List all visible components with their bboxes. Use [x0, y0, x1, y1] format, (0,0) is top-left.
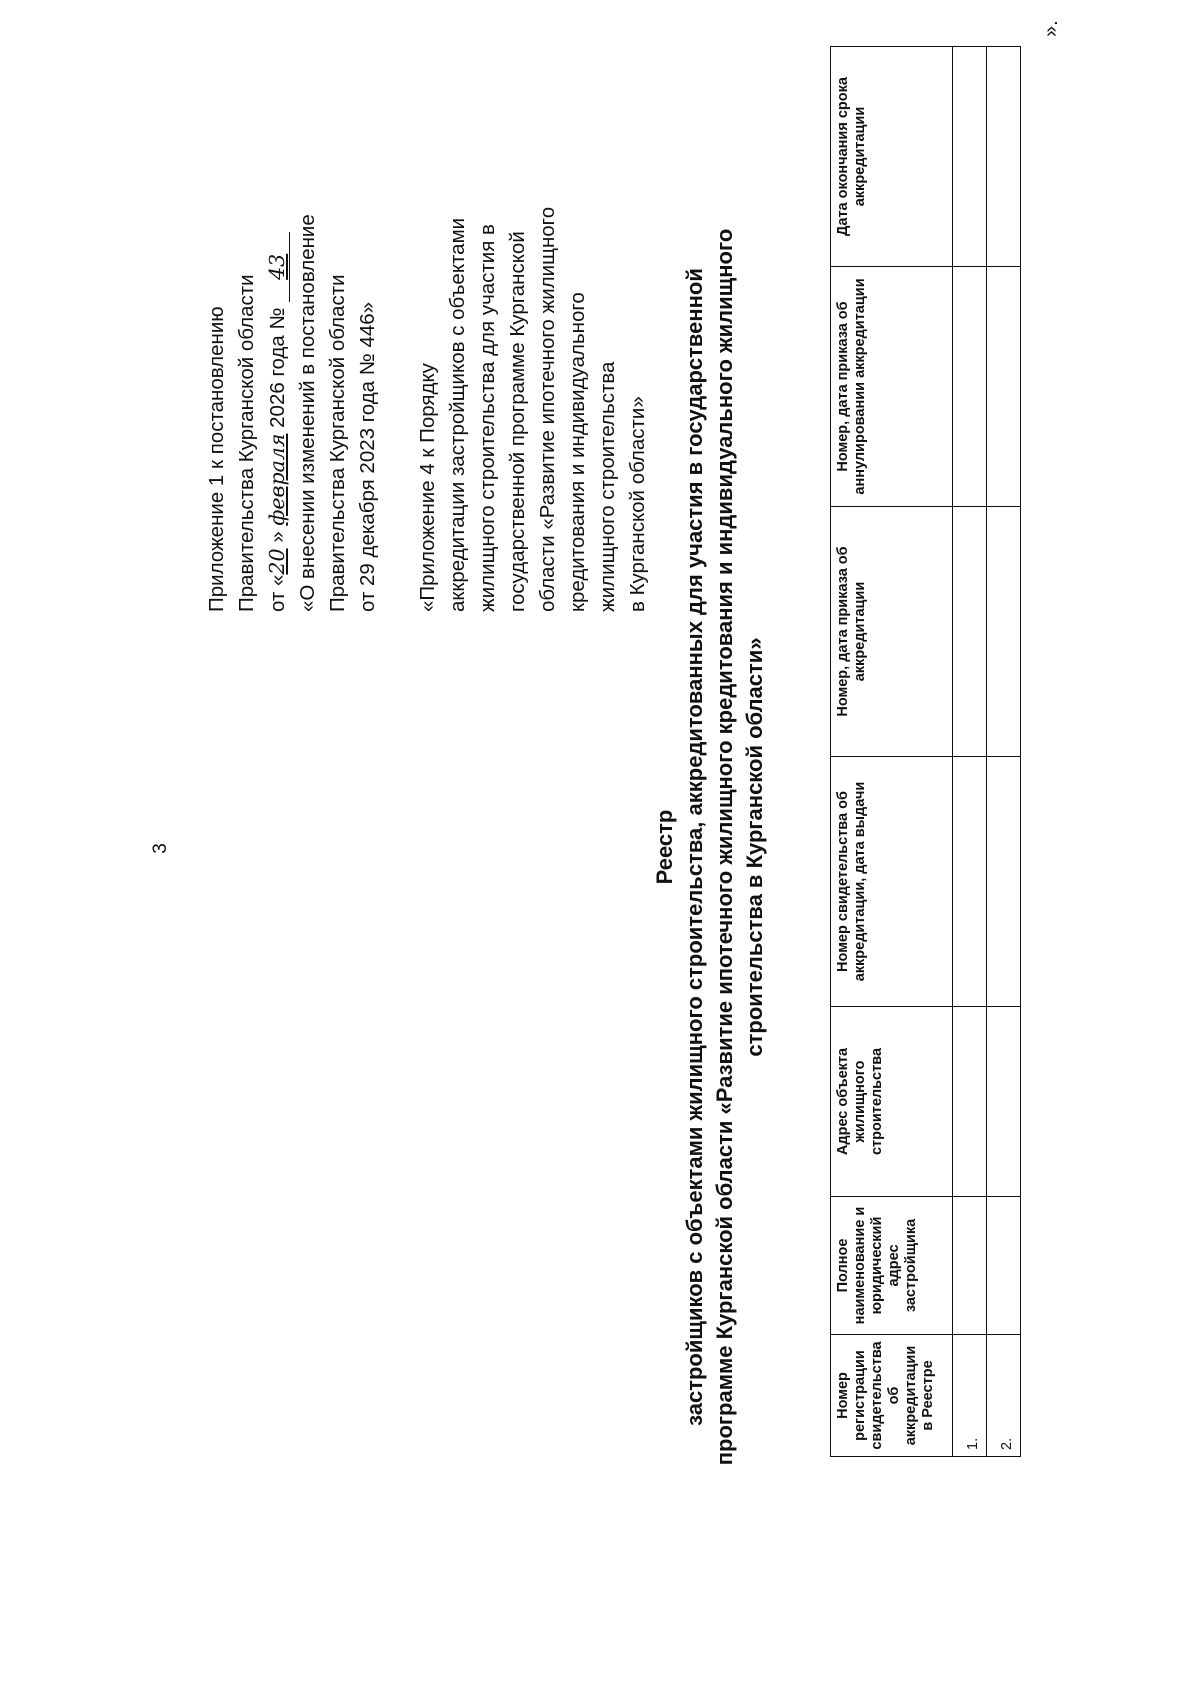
handwritten-day: 20	[265, 548, 289, 575]
title-line: строительства в Курганской области»	[742, 637, 767, 1057]
date-prefix: от «	[266, 574, 289, 612]
table-cell: 2.	[987, 1335, 1021, 1457]
table-cell	[953, 267, 987, 507]
table-cell	[987, 507, 1021, 757]
table-cell	[987, 1197, 1021, 1335]
appendix-line: от 29 декабря 2023 года № 446»	[356, 301, 379, 612]
table-cell	[987, 757, 1021, 1007]
table-cell	[953, 1197, 987, 1335]
table-cell	[953, 757, 987, 1007]
appendix-line: в Курганской области»	[626, 396, 649, 612]
appendix-line: «О внесении изменений в постановление	[296, 214, 319, 612]
table-row	[953, 47, 987, 1457]
title-line: застройщиков с объектами жилищного строительства, аккредитованных для участия в государственной	[682, 268, 707, 1426]
closing-quote-mark: ».	[1040, 20, 1062, 37]
handwritten-number: 43	[265, 232, 290, 302]
page-number: 3	[150, 843, 171, 854]
handwritten-month: февраля	[265, 433, 289, 526]
appendix-line: Правительства Курганской области	[326, 274, 349, 612]
appendix-line: аккредитации застройщиков с объектами	[446, 217, 469, 612]
spacer	[383, 32, 413, 612]
appendix-date-line	[262, 32, 293, 612]
table-cell: 1.	[953, 1335, 987, 1457]
title-line: программе Курганской области «Развитие ипотечного жилищного кредитования и индивидуального жилищного	[712, 228, 737, 1466]
date-year: 2026 года №	[266, 307, 289, 428]
appendix-line: области «Развитие ипотечного жилищного	[536, 206, 559, 612]
appendix-block	[202, 32, 653, 612]
header-cell: Номер свидетельства об аккредитации, дата выдачи	[831, 757, 953, 1007]
appendix-line: Приложение 1 к постановлению	[205, 306, 228, 612]
title-line: Реестр	[652, 809, 677, 885]
table-cell	[987, 1007, 1021, 1197]
date-sep: »	[266, 531, 289, 543]
header-cell: Номер, дата приказа об аккредитации	[831, 507, 953, 757]
header-cell: Номер, дата приказа об аннулировании аккредитации	[831, 267, 953, 507]
table-header-row	[831, 47, 953, 1457]
header-cell: Адрес объекта жилищного строительства	[831, 1007, 953, 1197]
table-cell	[953, 1007, 987, 1197]
appendix-line: жилищного строительства для участия в	[476, 224, 499, 612]
header-cell: Дата окончания срока аккредитации	[831, 47, 953, 267]
registry-title	[650, 117, 770, 1577]
table-row	[987, 47, 1021, 1457]
appendix-line: Правительства Курганской области	[235, 274, 258, 612]
table-cell	[987, 267, 1021, 507]
appendix-line: государственной программе Курганской	[506, 231, 529, 612]
appendix-line: жилищного строительства	[596, 361, 619, 612]
table-cell	[987, 47, 1021, 267]
header-cell: Полное наименование и юридический адрес застройщика	[831, 1197, 953, 1335]
registry-table	[830, 46, 1021, 1457]
header-cell: Номер регистрации свидетельства об аккредитации в Реестре	[831, 1335, 953, 1457]
table-cell	[953, 47, 987, 267]
table-cell	[953, 507, 987, 757]
appendix-line: кредитования и индивидуального	[566, 292, 589, 612]
appendix-line: «Приложение 4 к Порядку	[416, 363, 439, 612]
